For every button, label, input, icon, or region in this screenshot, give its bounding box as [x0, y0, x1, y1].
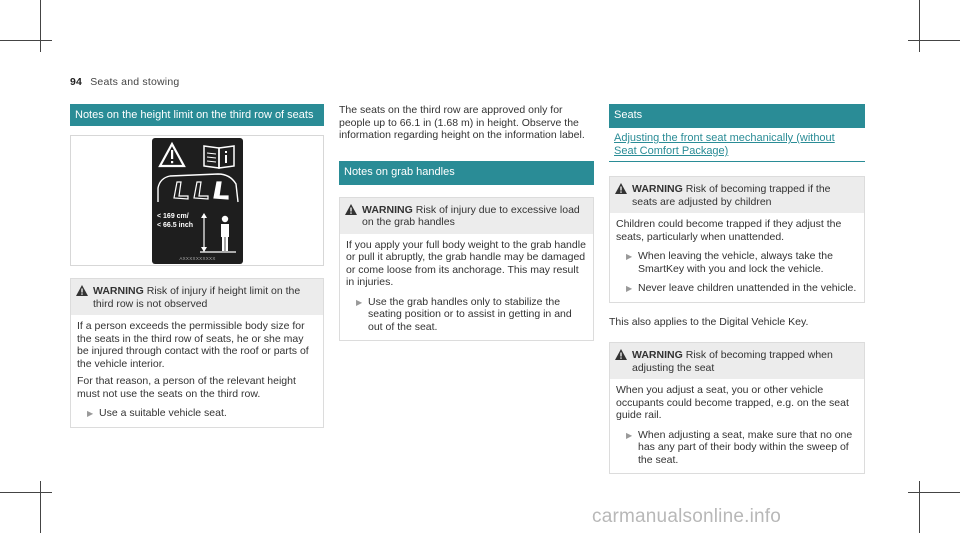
figure-height-label: [70, 135, 324, 266]
crop-mark: [40, 0, 41, 52]
warning-body: [71, 315, 323, 427]
action-text: Never leave children unattended in the vehicle.: [638, 282, 857, 294]
arrow-right-icon: ▶: [356, 297, 363, 307]
crop-mark: [0, 492, 52, 493]
warning-paragraph: If you apply your full body weight to the grab handle or pull it abruptly, the grab handle may be damaged or come loose from its anchorage. This may result in injuries.: [346, 238, 586, 288]
column-middle: [339, 104, 594, 341]
warning-title: WARNING: [632, 349, 683, 361]
warning-triangle-icon: [76, 285, 88, 296]
arrow-right-icon: ▶: [626, 284, 633, 293]
page-header: [70, 76, 179, 88]
action-step: [616, 282, 858, 295]
arrow-right-icon: ▶: [87, 409, 94, 418]
action-step: [77, 407, 317, 420]
section-heading: Seats: [609, 104, 865, 128]
warning-box: [339, 197, 594, 342]
warning-box: [70, 278, 324, 428]
action-text: Use the grab handles only to stabilize the seating position or to assist in getting in and out of the seat.: [368, 295, 572, 333]
warning-title: WARNING: [93, 285, 144, 297]
warning-box: [609, 176, 865, 303]
warning-paragraph: Children could become trapped if they adjust the seats, particularly when unattended.: [616, 218, 842, 243]
watermark: carmanualsonline.info: [592, 506, 782, 527]
column-right: [609, 104, 865, 474]
warning-summary: Risk of becoming trapped when adjusting the seat: [632, 349, 833, 374]
height-inch-label: < 66.5 inch: [157, 222, 193, 229]
crop-mark: [908, 40, 960, 41]
action-text: When adjusting a seat, make sure that no one has any part of their body within the sweep of the seat.: [638, 428, 853, 466]
subsection-link[interactable]: Adjusting the front seat mechanically (without Seat Comfort Package): [614, 132, 835, 157]
warning-header: [610, 177, 864, 213]
crop-mark: [919, 481, 920, 533]
warning-header: [71, 279, 323, 315]
warning-body: [340, 234, 593, 341]
warning-body: [610, 213, 864, 302]
height-cm-label: < 169 cm/: [157, 213, 189, 220]
warning-header: [340, 198, 593, 234]
arrow-right-icon: ▶: [626, 430, 633, 440]
crop-mark: [0, 40, 52, 41]
warning-paragraph: When you adjust a seat, you or other vehicle occupants could become trapped, e.g. on the seat guide rail.: [616, 384, 849, 421]
action-text: Use a suitable vehicle seat.: [99, 407, 227, 419]
section-heading: Notes on the height limit on the third row of seats: [70, 104, 324, 126]
warning-triangle-icon: [615, 183, 627, 194]
subsection-heading[interactable]: [609, 128, 865, 162]
warning-paragraph: If a person exceeds the permissible body size for the seats in the third row of seats, he or she may be injured through contact with the roof or parts of the vehicle interior.: [77, 320, 309, 370]
crop-mark: [908, 492, 960, 493]
warning-box: [609, 342, 865, 474]
warning-title: WARNING: [362, 203, 413, 216]
intro-paragraph: The seats on the third row are approved only for people up to 66.1 in (1.68 m) in height. Observe the information regarding height on the information label.: [339, 104, 585, 141]
warning-body: [610, 379, 864, 473]
warning-summary: Risk of injury due to excessive load on the grab handles: [362, 203, 580, 228]
figure-code: AXXXXXXXXXX: [179, 256, 216, 261]
warning-summary: Risk of injury if height limit on the third row is not observed: [93, 285, 301, 310]
warning-triangle-icon: [615, 349, 627, 360]
action-step: [616, 250, 858, 275]
warning-title: WARNING: [632, 183, 683, 195]
crop-mark: [919, 0, 920, 52]
action-text: When leaving the vehicle, always take the SmartKey with you and lock the vehicle.: [638, 250, 833, 275]
warning-triangle-icon: [345, 204, 357, 215]
warning-summary: Risk of becoming trapped if the seats are adjusted by children: [632, 183, 831, 208]
warning-paragraph: For that reason, a person of the relevant height must not use the seats on the third row.: [77, 375, 296, 400]
height-limit-sign: [152, 138, 243, 264]
action-step: [616, 429, 858, 467]
warning-header: [610, 343, 864, 379]
note-paragraph: This also applies to the Digital Vehicle Key.: [609, 315, 809, 328]
section-heading: Notes on grab handles: [339, 161, 594, 185]
page-number: 94: [70, 76, 83, 88]
crop-mark: [40, 481, 41, 533]
height-sign-graphic: [152, 138, 243, 264]
section-title: Seats and stowing: [90, 76, 180, 88]
column-left: [70, 104, 324, 428]
arrow-right-icon: ▶: [626, 252, 633, 261]
action-step: [346, 296, 587, 334]
